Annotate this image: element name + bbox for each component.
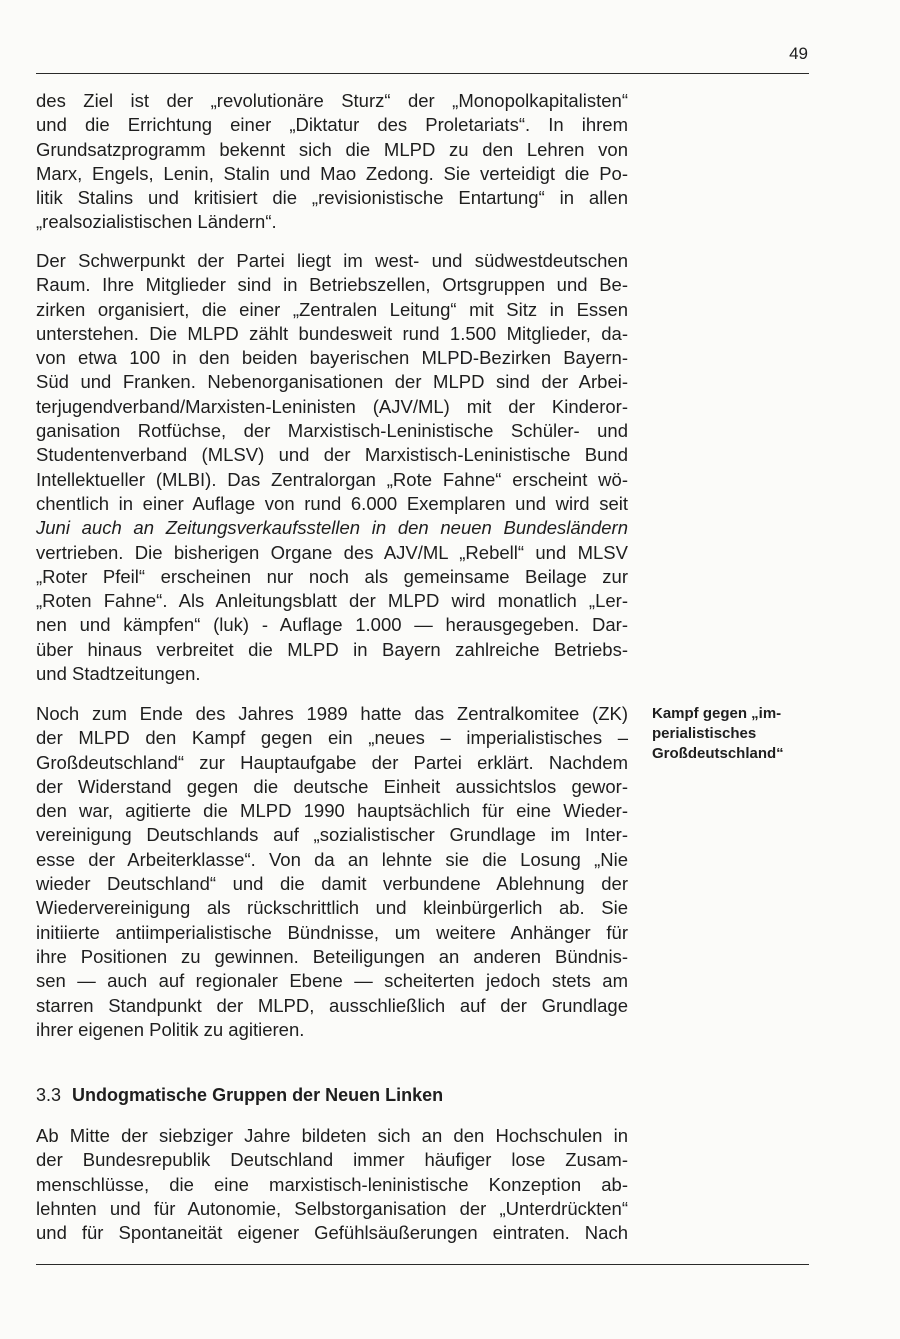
text-line: zirken organisiert, die einer „Zentralen Leitung“ mit Sitz in Essen — [36, 298, 628, 320]
text-line: wieder Deutschland“ und die damit verbundene Ablehnung der — [36, 873, 628, 895]
margin-note — [652, 704, 812, 764]
text-line: vereinigung Deutschlands auf „sozialistischer Grundlage im Inter- — [36, 824, 628, 846]
margin-note-line: Kampf gegen „im- — [652, 705, 782, 722]
text-line: der Bundesrepublik Deutschland immer häufiger lose Zusam- — [36, 1149, 628, 1171]
text-line: und die Errichtung einer „Diktatur des Proletariats“. In ihrem — [36, 114, 628, 136]
text-line: chentlich in einer Auflage von rund 6.000 Exemplaren und wird seit — [36, 492, 628, 514]
text-line: und für Spontaneität eigener Gefühlsäußerungen eintraten. Nach — [36, 1222, 628, 1244]
text-line: menschlüsse, die eine marxistisch-leninistische Konzeption ab- — [36, 1173, 628, 1195]
text-line: der MLPD den Kampf gegen ein „neues – imperialistisches – — [36, 727, 628, 749]
header-rule — [36, 73, 809, 74]
text-line: unterstehen. Die MLPD zählt bundesweit rund 1.500 Mitglieder, da- — [36, 322, 628, 344]
text-line: sen — auch auf regionaler Ebene — scheiterten jedoch stets am — [36, 970, 628, 992]
text-line: Raum. Ihre Mitglieder sind in Betriebszellen, Ortsgruppen und Be- — [36, 274, 628, 296]
text-line: ihrer eigenen Politik zu agitieren. — [36, 1018, 305, 1040]
text-line: litik Stalins und kritisiert die „revisionistische Entartung“ in allen — [36, 187, 628, 209]
text-line: ganisation Rotfüchse, der Marxistisch-Leninistische Schüler- und — [36, 420, 628, 442]
text-line: von etwa 100 in den beiden bayerischen MLPD-Bezirken Bayern- — [36, 347, 628, 369]
text-line: terjugendverband/Marxisten-Leninisten (AJV/ML) mit der Kinderor- — [36, 395, 628, 417]
margin-note-line: Großdeutschland“ — [652, 745, 784, 762]
text-line: des Ziel ist der „revolutionäre Sturz“ der „Monopolkapitalisten“ — [36, 90, 628, 111]
text-line: Intellektueller (MLBI). Das Zentralorgan „Rote Fahne“ erscheint wö- — [36, 468, 628, 490]
text-line: Wiedervereinigung als rückschrittlich und kleinbürgerlich ab. Sie — [36, 897, 628, 919]
text-line: Grundsatzprogramm bekennt sich die MLPD zu den Lehren von — [36, 138, 628, 160]
margin-note-line: perialistisches — [652, 725, 757, 742]
text-line: Juni auch an Zeitungsverkaufsstellen in den neuen Bundesländern — [36, 517, 628, 539]
paragraph-mlpd-goals — [36, 89, 628, 235]
text-line: nen und kämpfen“ (luk) - Auflage 1.000 — herausgegeben. Dar- — [36, 614, 628, 636]
section-heading — [36, 1085, 443, 1106]
text-line: starren Standpunkt der MLPD, ausschließlich auf der Grundlage — [36, 994, 628, 1016]
text-line: den war, agitierte die MLPD 1990 hauptsächlich für eine Wieder- — [36, 800, 628, 822]
text-line: Der Schwerpunkt der Partei liegt im west- und südwestdeutschen — [36, 250, 628, 271]
page-number: 49 — [789, 44, 808, 63]
text-line: Studentenverband (MLSV) und der Marxistisch-Leninistische Bund — [36, 444, 628, 466]
text-line: „realsozialistischen Ländern“. — [36, 211, 277, 233]
text-line: vertrieben. Die bisherigen Organe des AJV/ML „Rebell“ und MLSV — [36, 541, 628, 563]
footer-rule — [36, 1264, 809, 1265]
text-line: und Stadtzeitungen. — [36, 663, 201, 685]
text-line: „Roter Pfeil“ erscheinen nur noch als gemeinsame Beilage zur — [36, 565, 628, 587]
text-line: Süd und Franken. Nebenorganisationen der MLPD sind der Arbei- — [36, 371, 628, 393]
text-line: über hinaus verbreitet die MLPD in Bayern zahlreiche Betriebs- — [36, 638, 628, 660]
paragraph-mlpd-organization — [36, 249, 628, 686]
text-line: Großdeutschland“ zur Hauptaufgabe der Partei erklärt. Nachdem — [36, 751, 628, 773]
text-line: „Roten Fahne“. Als Anleitungsblatt der MLPD wird monatlich „Ler- — [36, 590, 628, 612]
text-line: initiierte antiimperialistische Bündnisse, um weitere Anhänger für — [36, 921, 628, 943]
text-line: der Widerstand gegen die deutsche Einheit aussichtslos gewor- — [36, 775, 628, 797]
text-line: Noch zum Ende des Jahres 1989 hatte das Zentralkomitee (ZK) — [36, 703, 628, 724]
paragraph-new-left — [36, 1124, 628, 1245]
section-number: 3.3 — [36, 1085, 62, 1105]
text-line: esse der Arbeiterklasse“. Von da an lehnte sie die Losung „Nie — [36, 848, 628, 870]
paragraph-mlpd-campaign — [36, 702, 628, 1042]
text-line: ihre Positionen zu gewinnen. Beteiligungen an anderen Bündnis- — [36, 945, 628, 967]
section-title: Undogmatische Gruppen der Neuen Linken — [72, 1085, 444, 1105]
text-line: Marx, Engels, Lenin, Stalin und Mao Zedong. Sie verteidigt die Po- — [36, 162, 628, 184]
text-line: lehnten und für Autonomie, Selbstorganisation der „Unterdrückten“ — [36, 1197, 628, 1219]
text-line: Ab Mitte der siebziger Jahre bildeten sich an den Hochschulen in — [36, 1125, 628, 1146]
